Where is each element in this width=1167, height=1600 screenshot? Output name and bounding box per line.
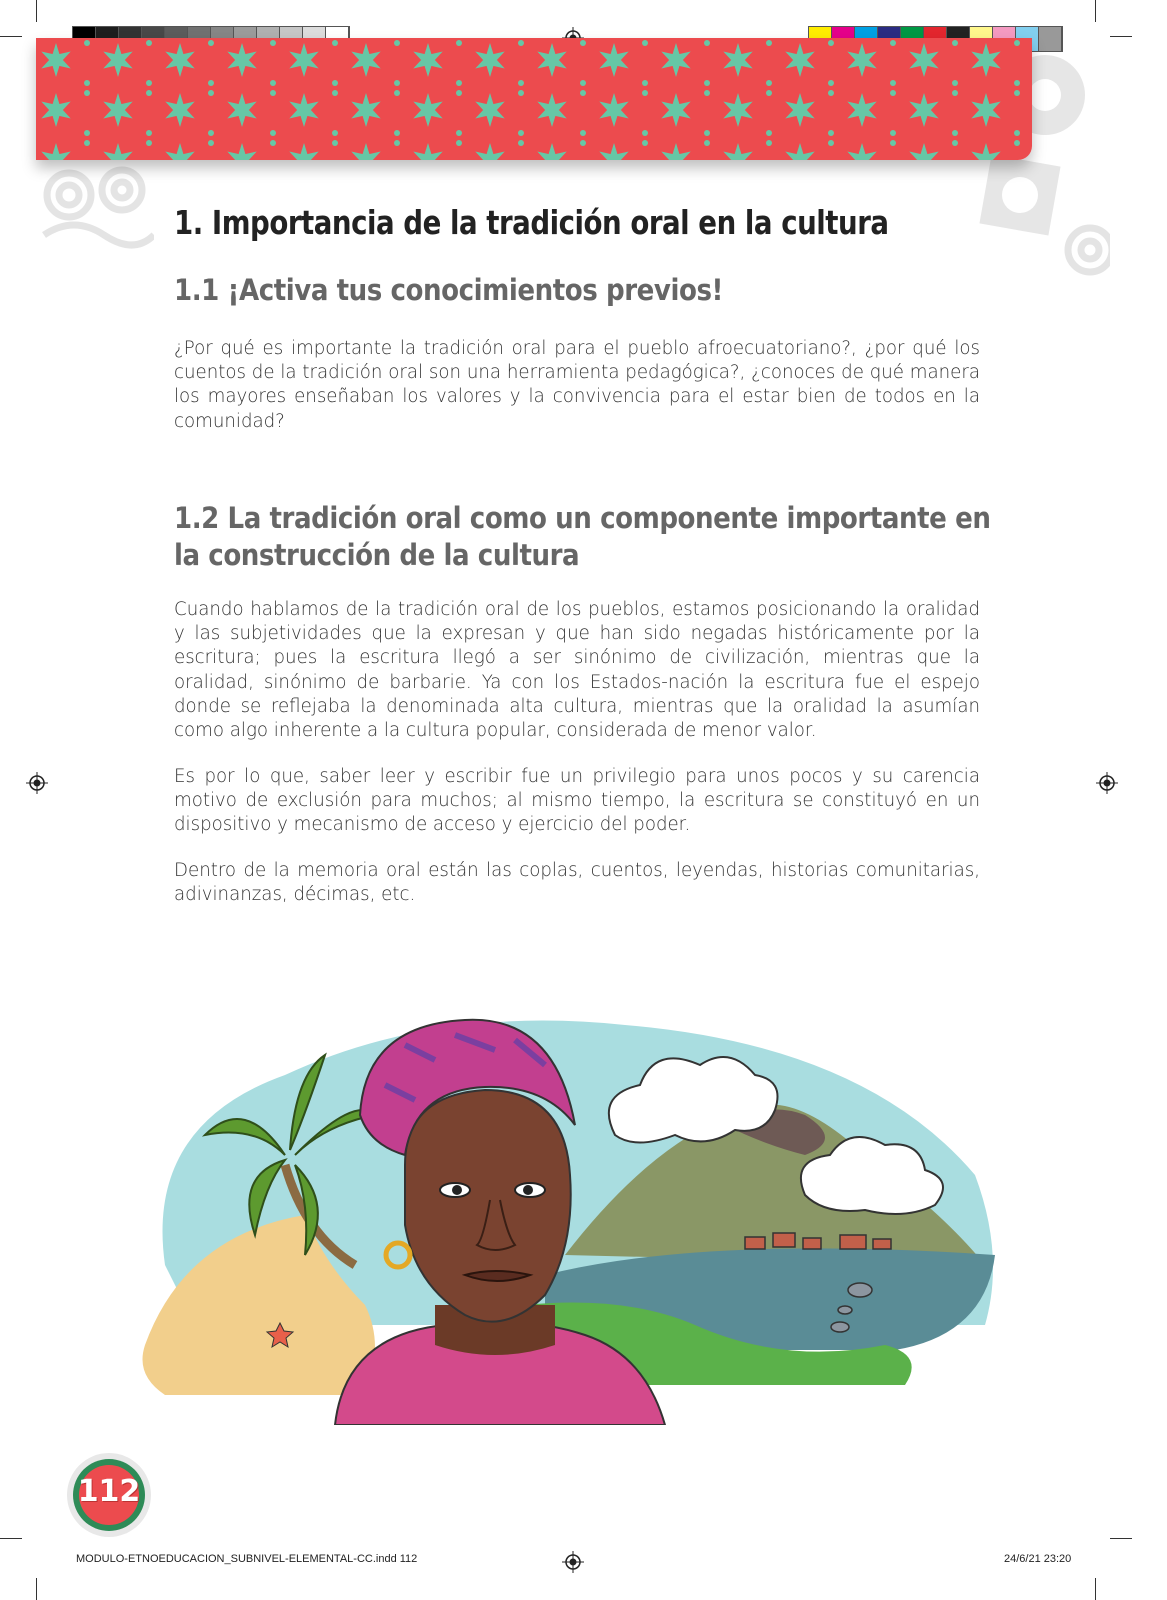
section-heading-1-1: 1.1 ¡Activa tus conocimientos previos! [174, 273, 723, 307]
crop-mark [36, 0, 37, 22]
paragraph-1-2-b: Es por lo que, saber leer y escribir fue un privilegio para unos pocos y su carencia motivo de exclusión para muchos; al mismo tiempo, la escritura se constituyó en un dispositivo y mecanismo de acceso y ejercicio del poder. [174, 766, 980, 836]
registration-mark-icon [1096, 772, 1118, 794]
paragraph-1-1: ¿Por qué es importante la tradición oral para el pueblo afroecuatoriano?, ¿por qué los cuentos de la tradición oral son una herramienta pedagógica?, ¿conoces de qué manera los mayores enseñaban los valores y la convivencia para el estar bien de todos en la comunidad? [174, 338, 980, 432]
page-number: 112 [77, 1474, 141, 1509]
crop-mark [1110, 36, 1132, 37]
paragraph-1-2-c: Dentro de la memoria oral están las coplas, cuentos, leyendas, historias comunitarias, adivinanzas, décimas, etc. [174, 860, 980, 906]
spiral-ornament-icon [34, 150, 154, 260]
section-heading-1-2 [174, 500, 990, 574]
registration-mark-icon [562, 1551, 584, 1573]
crop-mark [1095, 1578, 1096, 1600]
header-banner [36, 38, 1032, 160]
crop-mark [36, 1578, 37, 1600]
footer-file-slug: MODULO-ETNOEDUCACION_SUBNIVEL-ELEMENTAL-CC.indd 112 [76, 1553, 418, 1565]
registration-mark-icon [26, 772, 48, 794]
crop-mark [0, 36, 22, 37]
paragraph-1-2-a: Cuando hablamos de la tradición oral de los pueblos, estamos posicionando la oralidad y las subjetividades que la expresan y que han sido negadas históricamente por la escritura; pues la escritura llegó a ser sinónimo de civilización, mientras que la oralidad, sinónimo de barbarie. Ya con los Estados-nación la escritura fue el espejo donde se reflejaba la denominada alta cultura, mientras que la oralidad la asumían como algo inherente a la cultura popular, considerada de menor valor. [174, 599, 980, 742]
crop-mark [0, 1538, 22, 1539]
section-heading-1-2-line2: la construcción de la cultura [174, 538, 580, 572]
page-title: 1. Importancia de la tradición oral en la cultura [174, 203, 889, 242]
crop-mark [1095, 0, 1096, 22]
section-heading-1-2-line1: 1.2 La tradición oral como un componente importante en [174, 501, 991, 535]
illustration-elder-woman-landscape [105, 1005, 1035, 1425]
crop-mark [1110, 1538, 1132, 1539]
footer-datetime: 24/6/21 23:20 [1004, 1553, 1072, 1565]
